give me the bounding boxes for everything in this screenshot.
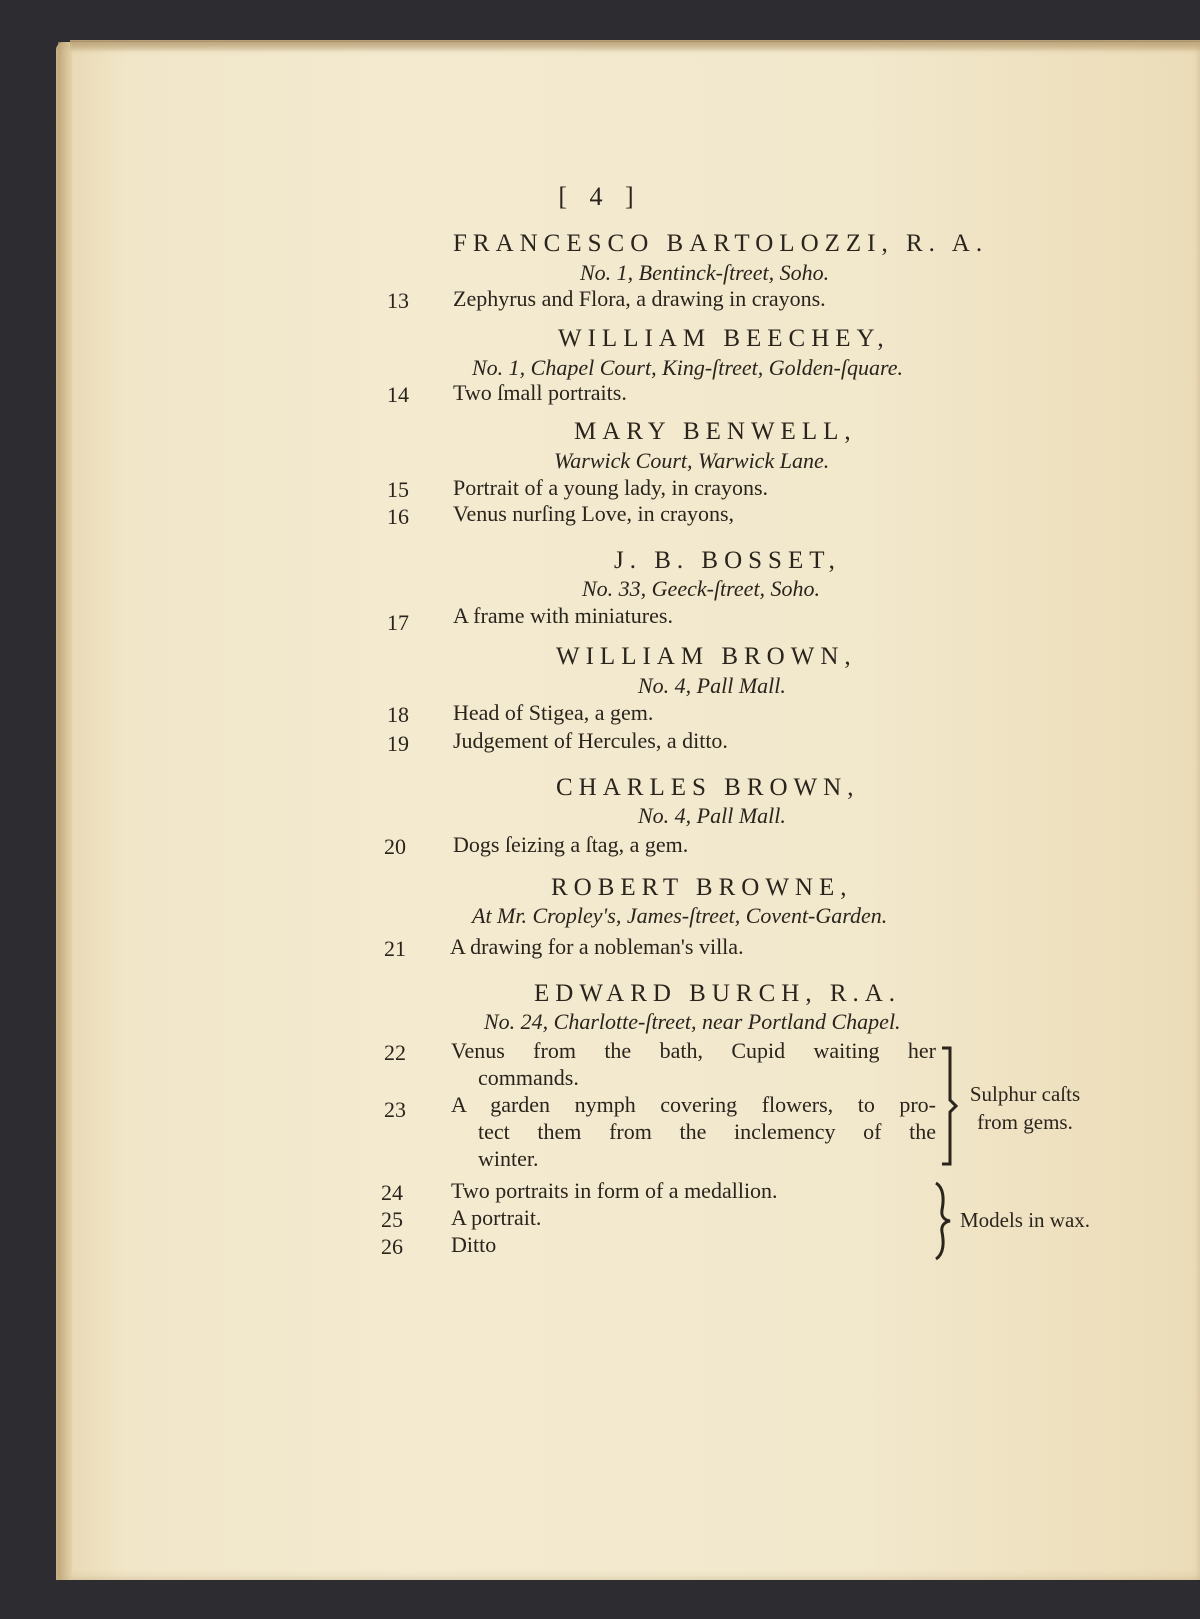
entry-text-line: tect them from the inclemency of the — [478, 1119, 936, 1144]
entry-number: 14 — [387, 382, 409, 407]
entry-text: Two ſmall portraits. — [453, 380, 627, 405]
entry-text: A portrait. — [451, 1205, 542, 1230]
page-left-edge — [58, 42, 72, 1580]
artist-name-benwell: MARY BENWELL, — [574, 418, 857, 445]
entry-number: 25 — [381, 1207, 403, 1232]
entry-text-line: winter. — [478, 1146, 539, 1171]
entry-text: Head of Stigea, a gem. — [453, 700, 654, 725]
entry-text-line: commands. — [478, 1065, 579, 1090]
page-number: [ 4 ] — [558, 182, 642, 211]
artist-address-bosset: No. 33, Geeck-ſtreet, Soho. — [582, 576, 821, 601]
entry-text: Ditto — [451, 1232, 497, 1257]
entry-number: 22 — [384, 1040, 406, 1065]
artist-address-bartolozzi: No. 1, Bentinck-ſtreet, Soho. — [580, 260, 830, 285]
artist-address-edward-burch: No. 24, Charlotte-ſtreet, near Portland Chapel. — [484, 1009, 901, 1034]
entry-text: Judgement of Hercules, a ditto. — [453, 728, 728, 753]
entry-text-line: A garden nymph covering flowers, to pro- — [451, 1092, 936, 1117]
entry-text: Venus nurſing Love, in crayons, — [453, 501, 735, 526]
sulphur-casts-line-1: Sulphur caſts — [969, 1082, 1081, 1106]
artist-name-bosset: J. B. BOSSET, — [614, 547, 841, 574]
entry-number: 17 — [387, 610, 409, 635]
artist-name-beechey: WILLIAM BEECHEY, — [558, 325, 890, 352]
artist-address-beechey: No. 1, Chapel Court, King-ſtreet, Golden-ſquare. — [472, 355, 904, 380]
entry-text: A frame with miniatures. — [453, 603, 673, 628]
artist-name-bartolozzi: FRANCESCO BARTOLOZZI, R. A. — [453, 230, 989, 257]
entry-number: 21 — [384, 936, 406, 961]
entry-text: A drawing for a nobleman's villa. — [450, 934, 744, 959]
entry-number: 23 — [384, 1097, 406, 1122]
artist-address-benwell: Warwick Court, Warwick Lane. — [554, 448, 830, 473]
artist-name-charles-brown: CHARLES BROWN, — [556, 774, 860, 801]
entry-text: Two portraits in form of a medallion. — [451, 1178, 778, 1203]
entry-number: 13 — [387, 288, 409, 313]
entry-text: Dogs ſeizing a ſtag, a gem. — [453, 832, 689, 857]
entry-number: 19 — [387, 731, 409, 756]
artist-name-edward-burch: EDWARD BURCH, R.A. — [534, 980, 902, 1007]
entry-number: 20 — [384, 834, 406, 859]
entry-number: 26 — [381, 1234, 403, 1259]
sulphur-casts-note — [950, 1080, 1100, 1136]
entry-text: Portrait of a young lady, in crayons. — [453, 475, 769, 500]
models-in-wax-note: Models in wax. — [959, 1208, 1091, 1232]
entry-text: Zephyrus and Flora, a drawing in crayons. — [453, 286, 826, 311]
artist-address-charles-brown: No. 4, Pall Mall. — [638, 803, 786, 828]
entry-number: 18 — [387, 702, 409, 727]
entry-text-line: Venus from the bath, Cupid waiting her — [451, 1038, 936, 1063]
entry-number: 15 — [387, 477, 409, 502]
artist-address-robert-browne: At Mr. Cropley's, James-ſtreet, Covent-Garden. — [472, 903, 888, 928]
artist-name-william-brown: WILLIAM BROWN, — [556, 643, 857, 670]
entry-number: 16 — [387, 504, 409, 529]
page-top-edge — [70, 40, 1200, 52]
artist-address-william-brown: No. 4, Pall Mall. — [638, 673, 786, 698]
entry-number: 24 — [381, 1180, 403, 1205]
artist-name-robert-browne: ROBERT BROWNE, — [551, 874, 853, 901]
sulphur-casts-line-2: from gems. — [977, 1110, 1073, 1134]
